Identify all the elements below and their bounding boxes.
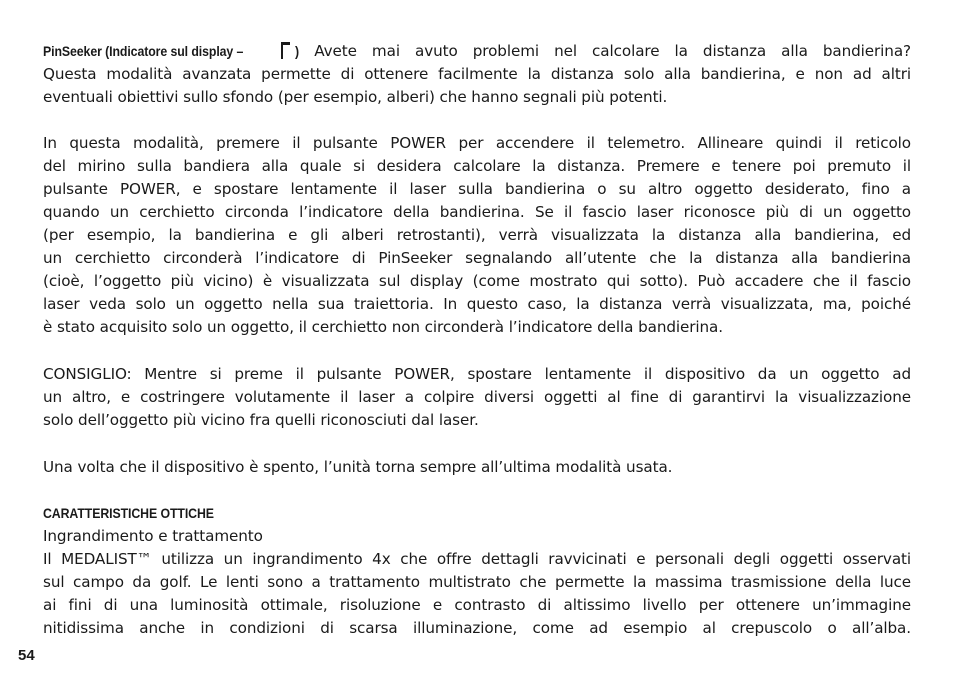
text-line: (cioè, l’oggetto più vicino) è visualizzata sul display (come mostrato qui sotto). Può accadere che il fascio bbox=[43, 272, 911, 290]
pinseeker-first-line bbox=[43, 40, 911, 63]
text-line: laser veda solo un oggetto nella sua traiettoria. In questo caso, la distanza verrà visualizzata, ma, poiché bbox=[43, 295, 911, 313]
page-number: 54 bbox=[18, 647, 35, 664]
flag-icon bbox=[279, 42, 291, 59]
text-line: è stato acquisito solo un oggetto, il cerchietto non circonderà l’indicatore della bandierina. bbox=[43, 318, 723, 336]
tip-paragraph bbox=[43, 363, 911, 432]
pinseeker-intro-text: Avete mai avuto problemi nel calcolare la distanza alla bandierina? bbox=[314, 42, 911, 60]
text-line: (per esempio, la bandierina e gli alberi retrostanti), verrà visualizzata la distanza alla bandierina, ed bbox=[43, 226, 911, 244]
text-line: ai fini di una luminosità ottimale, risoluzione e contrasto di altissimo livello per ottenere un’immagine bbox=[43, 596, 911, 614]
text-line: Una volta che il dispositivo è spento, l’unità torna sempre all’ultima modalità usata. bbox=[43, 458, 673, 476]
text-line: del mirino sulla bandiera alla quale si desidera calcolare la distanza. Premere e tenere poi premuto il bbox=[43, 157, 911, 175]
text-line: Questa modalità avanzata permette di ottenere facilmente la distanza solo alla bandierina, e non ad altri bbox=[43, 65, 911, 83]
text-line: eventuali obiettivi sullo sfondo (per esempio, alberi) che hanno segnali più potenti. bbox=[43, 88, 668, 106]
text-line: Il MEDALIST™ utilizza un ingrandimento 4x che offre dettagli ravvicinati e personali degli oggetti osservati bbox=[43, 550, 911, 568]
text-line: CONSIGLIO: Mentre si preme il pulsante POWER, spostare lentamente il dispositivo da un oggetto ad bbox=[43, 365, 911, 383]
pinseeker-section bbox=[43, 40, 911, 109]
pinseeker-heading-close: ) bbox=[294, 43, 299, 59]
instructions-paragraph bbox=[43, 132, 911, 339]
text-line: quando un cerchietto circonda l’indicatore della bandierina. Se il fascio laser riconosce più di un oggetto bbox=[43, 203, 911, 221]
pinseeker-heading: PinSeeker (Indicatore sul display – bbox=[43, 43, 244, 59]
text-line: nitidissima anche in condizioni di scarsa illuminazione, come ad esempio al crepuscolo o all’alba. bbox=[43, 619, 911, 637]
power-off-paragraph bbox=[43, 456, 911, 479]
optics-subheading: Ingrandimento e trattamento bbox=[43, 527, 263, 545]
optics-heading: CARATTERISTICHE OTTICHE bbox=[43, 505, 214, 521]
text-line: solo dell’oggetto più vicino fra quelli riconosciuti dal laser. bbox=[43, 411, 479, 429]
text-line: sul campo da golf. Le lenti sono a trattamento multistrato che permette la massima trasmissione della luce bbox=[43, 573, 911, 591]
optics-section bbox=[43, 502, 911, 640]
text-line: un cerchietto circonderà l’indicatore di PinSeeker segnalando all’utente che la distanza alla bandierina bbox=[43, 249, 911, 267]
text-line: pulsante POWER, e spostare lentamente il laser sulla bandierina o su altro oggetto desiderato, fino a bbox=[43, 180, 911, 198]
text-line: In questa modalità, premere il pulsante POWER per accendere il telemetro. Allineare quindi il reticolo bbox=[43, 134, 911, 152]
text-line: un altro, e costringere volutamente il laser a colpire diversi oggetti al fine di garantirvi la visualizzazione bbox=[43, 388, 911, 406]
optics-heading-line bbox=[43, 502, 911, 525]
